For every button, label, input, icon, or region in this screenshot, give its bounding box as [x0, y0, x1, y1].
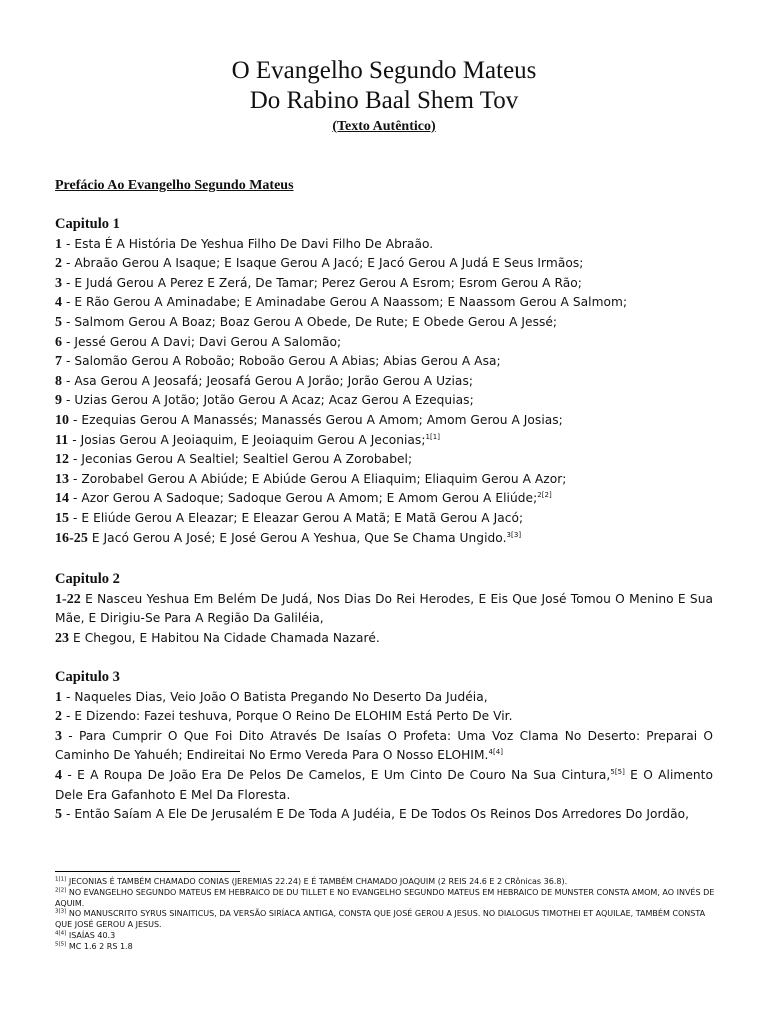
verse — [55, 313, 713, 333]
footnote-ref: 2[2] — [537, 491, 552, 500]
footnote-ref: 3[3] — [506, 530, 522, 539]
verse-list — [55, 235, 713, 549]
verse — [55, 391, 713, 411]
verse-text: Salmom Gerou A Boaz; Boaz Gerou A Obede, De Rute; E Obede Gerou A Jessé; — [74, 314, 558, 329]
verse — [55, 450, 713, 470]
verse-text: E Rão Gerou A Aminadabe; E Aminadabe Gerou A Naassom; E Naassom Gerou A Salmom; — [74, 295, 628, 310]
footnote-mark: 1[1] — [55, 876, 67, 883]
verse-text: Naqueles Dias, Veio João O Batista Pregando No Deserto Da Judéia, — [74, 689, 488, 704]
document-subtitle-line: Do Rabino Baal Shem Tov — [249, 87, 519, 114]
verse-separator: - — [62, 709, 75, 724]
footnote — [55, 931, 715, 942]
verse-text: E Jacó Gerou A José; E José Gerou A Yeshua, Que Se Chama Ungido. — [91, 530, 507, 545]
verse-number: 2 — [55, 256, 63, 272]
verse-text: E Judá Gerou A Perez E Zerá, De Tamar; Perez Gerou A Esrom; Esrom Gerou A Rão; — [74, 275, 582, 290]
verse-text: Ezequias Gerou A Manassés; Manassés Gerou A Amom; Amom Gerou A Josias; — [81, 412, 563, 427]
verse-text: Abraão Gerou A Isaque; E Isaque Gerou A Jacó; E Jacó Gerou A Judá E Seus Irmãos; — [74, 256, 584, 271]
footnote — [55, 909, 715, 931]
verse — [55, 766, 713, 805]
verse — [55, 688, 713, 708]
verse-text: Para Cumprir O Que Foi Dito Através De Isaías O Profeta: Uma Voz Clama No Deserto: Preparai O Caminho De Yahuéh; Endireitai No Ermo Vereda Para O Nosso ELOHIM. — [55, 728, 713, 763]
verse-number: 3 — [55, 275, 63, 291]
verse-separator: - — [69, 510, 82, 525]
verse-separator: - — [62, 314, 75, 329]
verse-number: 4 — [55, 295, 63, 311]
verse-list — [55, 590, 713, 649]
verse-separator: - — [62, 807, 75, 822]
verse-number: 1 — [55, 236, 63, 252]
footnote-ref: 1[1] — [425, 432, 441, 441]
verse-text: E Dizendo: Fazei teshuva, Porque O Reino De ELOHIM Está Perto De Vir. — [74, 709, 513, 724]
verse-separator: - — [62, 295, 75, 310]
verse-separator: - — [69, 452, 82, 467]
verse — [55, 629, 713, 649]
verse — [55, 707, 713, 727]
verse — [55, 727, 713, 766]
footnote-text: NO MANUSCRITO SYRUS SINAITICUS, DA VERSÃO SIRÍACA ANTIGA, CONSTA QUE JOSÉ GEROU A JESUS. NO DIALOGUS TIMOTHEI ET AQUILAE, TAMBÉM CONSTA QUE JOSÉ GEROU A JESUS. — [55, 909, 706, 930]
verse-separator: - — [69, 491, 82, 506]
verse-separator: - — [62, 373, 75, 388]
footnotes — [55, 877, 715, 953]
footnote-text: MC 1.6 2 RS 1.8 — [66, 941, 133, 951]
verse — [55, 293, 713, 313]
verse-text: Josias Gerou A Jeoiaquim, E Jeoiaquim Gerou A Jeconias; — [80, 432, 426, 447]
verse-text: E Nasceu Yeshua Em Belém De Judá, Nos Dias Do Rei Herodes, E Eis Que José Tomou O Menino E Sua Mãe, E Dirigiu-Se Para A Região Da Galiléia, — [55, 591, 713, 626]
verse-separator: - — [62, 728, 79, 743]
footnote-mark: 5[5] — [55, 941, 67, 948]
chapter-2 — [55, 570, 713, 648]
verse-separator: - — [68, 432, 81, 447]
verse-text: Azor Gerou A Sadoque; Sadoque Gerou A Amom; E Amom Gerou A Eliúde; — [81, 491, 538, 506]
preface-heading: Prefácio Ao Evangelho Segundo Mateus — [55, 178, 294, 193]
verse — [55, 590, 713, 629]
verse-separator: - — [62, 275, 75, 290]
footnote-mark: 3[3] — [55, 908, 67, 915]
verse-text: Asa Gerou A Jeosafá; Jeosafá Gerou A Jorão; Jorão Gerou A Uzias; — [74, 373, 474, 388]
verse — [55, 372, 713, 392]
verse-separator: - — [69, 471, 82, 486]
verse-text: E Eliúde Gerou A Eleazar; E Eleazar Gerou A Matã; E Matã Gerou A Jacó; — [81, 510, 524, 525]
verse-separator: - — [62, 334, 75, 349]
footnote-mark: 2[2] — [55, 887, 67, 894]
footnote-text: NO EVANGELHO SEGUNDO MATEUS EM HEBRAICO DE DU TILLET E NO EVANGELHO SEGUNDO MATEUS EM HEBRAICO DE MUNSTER CONSTA AMOM, AO INVÉS DE AQUIM. — [55, 887, 715, 908]
verse-number: 14 — [55, 491, 70, 507]
footnote — [55, 877, 715, 888]
verse-number: 3 — [55, 728, 63, 744]
verse-separator: - — [62, 689, 75, 704]
verse-number: 9 — [55, 393, 63, 409]
verse-number: 16-25 — [55, 530, 88, 546]
verse-number: 5 — [55, 807, 63, 823]
chapter-3 — [55, 668, 713, 825]
verse-text: Uzias Gerou A Jotão; Jotão Gerou A Acaz; Acaz Gerou A Ezequias; — [74, 393, 474, 408]
verse — [55, 235, 713, 255]
verse — [55, 509, 713, 529]
verse-text: Então Saíam A Ele De Jerusalém E De Toda A Judéia, E De Todos Os Reinos Dos Arredores Do Jordão, — [74, 807, 690, 822]
verse-number: 2 — [55, 709, 63, 725]
verse-separator: - — [62, 767, 78, 782]
footnote-text: ISAÍAS 40.3 — [66, 930, 116, 940]
verse-separator: - — [62, 354, 75, 369]
footnote-mark: 4[4] — [55, 930, 67, 937]
chapter-heading: Capitulo 2 — [55, 571, 120, 587]
verse — [55, 529, 713, 549]
verse-number: 15 — [55, 510, 70, 526]
document-title: O Evangelho Segundo Mateus — [231, 57, 537, 84]
verse-text: Jeconias Gerou A Sealtiel; Sealtiel Gerou A Zorobabel; — [81, 452, 413, 467]
chapter-1 — [55, 215, 713, 548]
verse-number: 23 — [55, 630, 70, 646]
verse — [55, 470, 713, 490]
footnote-text: JECONIAS É TAMBÉM CHAMADO CONIAS (JEREMIAS 22.24) E É TAMBÉM CHAMADO JOAQUIM (2 REIS 24.6 E 2 CRônicas 36.8). — [66, 877, 568, 886]
verse — [55, 411, 713, 431]
verse-number: 8 — [55, 373, 63, 389]
footnote — [55, 942, 715, 953]
footnote-separator — [55, 871, 240, 872]
footnote-ref: 4[4] — [488, 748, 504, 757]
verse — [55, 489, 713, 509]
verse-text: E Chegou, E Habitou Na Cidade Chamada Nazaré. — [73, 630, 380, 645]
authentic-text-note: (Texto Autêntico) — [332, 119, 436, 134]
chapter-heading: Capitulo 1 — [55, 216, 120, 232]
footnote-ref: 5[5] — [610, 767, 625, 776]
verse-text: E A Roupa De João Era De Pelos De Camelos, E Um Cinto De Couro Na Sua Cintura, — [77, 767, 611, 782]
verse-number: 1-22 — [55, 591, 81, 607]
verse — [55, 274, 713, 294]
verse-separator: - — [62, 256, 75, 271]
verse-separator: - — [69, 412, 82, 427]
verse-text: Jessé Gerou A Davi; Davi Gerou A Salomão; — [74, 334, 342, 349]
verse — [55, 333, 713, 353]
chapter-heading: Capitulo 3 — [55, 669, 120, 685]
verse-text-continued: E O Alimento Dele Era Gafanhoto E Mel Da Floresta. — [55, 767, 713, 802]
verse-number: 1 — [55, 689, 63, 705]
verse-number: 12 — [55, 452, 70, 468]
verse — [55, 352, 713, 372]
verse-number: 4 — [55, 767, 63, 783]
verse-number: 13 — [55, 471, 70, 487]
verse-list — [55, 688, 713, 825]
verse-separator: - — [62, 393, 75, 408]
verse-separator: - — [62, 236, 75, 251]
verse-number: 11 — [55, 432, 69, 448]
verse-text: Salomão Gerou A Roboão; Roboão Gerou A Abias; Abias Gerou A Asa; — [74, 354, 501, 369]
verse — [55, 431, 713, 451]
verse-number: 7 — [55, 354, 63, 370]
footnote — [55, 888, 715, 910]
verse-text: Esta É A História De Yeshua Filho De Davi Filho De Abraão. — [74, 236, 434, 251]
verse — [55, 254, 713, 274]
verse-text: Zorobabel Gerou A Abiúde; E Abiúde Gerou A Eliaquim; Eliaquim Gerou A Azor; — [81, 471, 567, 486]
verse-number: 5 — [55, 314, 63, 330]
verse-number: 6 — [55, 334, 63, 350]
verse-number: 10 — [55, 412, 70, 428]
verse — [55, 805, 713, 825]
